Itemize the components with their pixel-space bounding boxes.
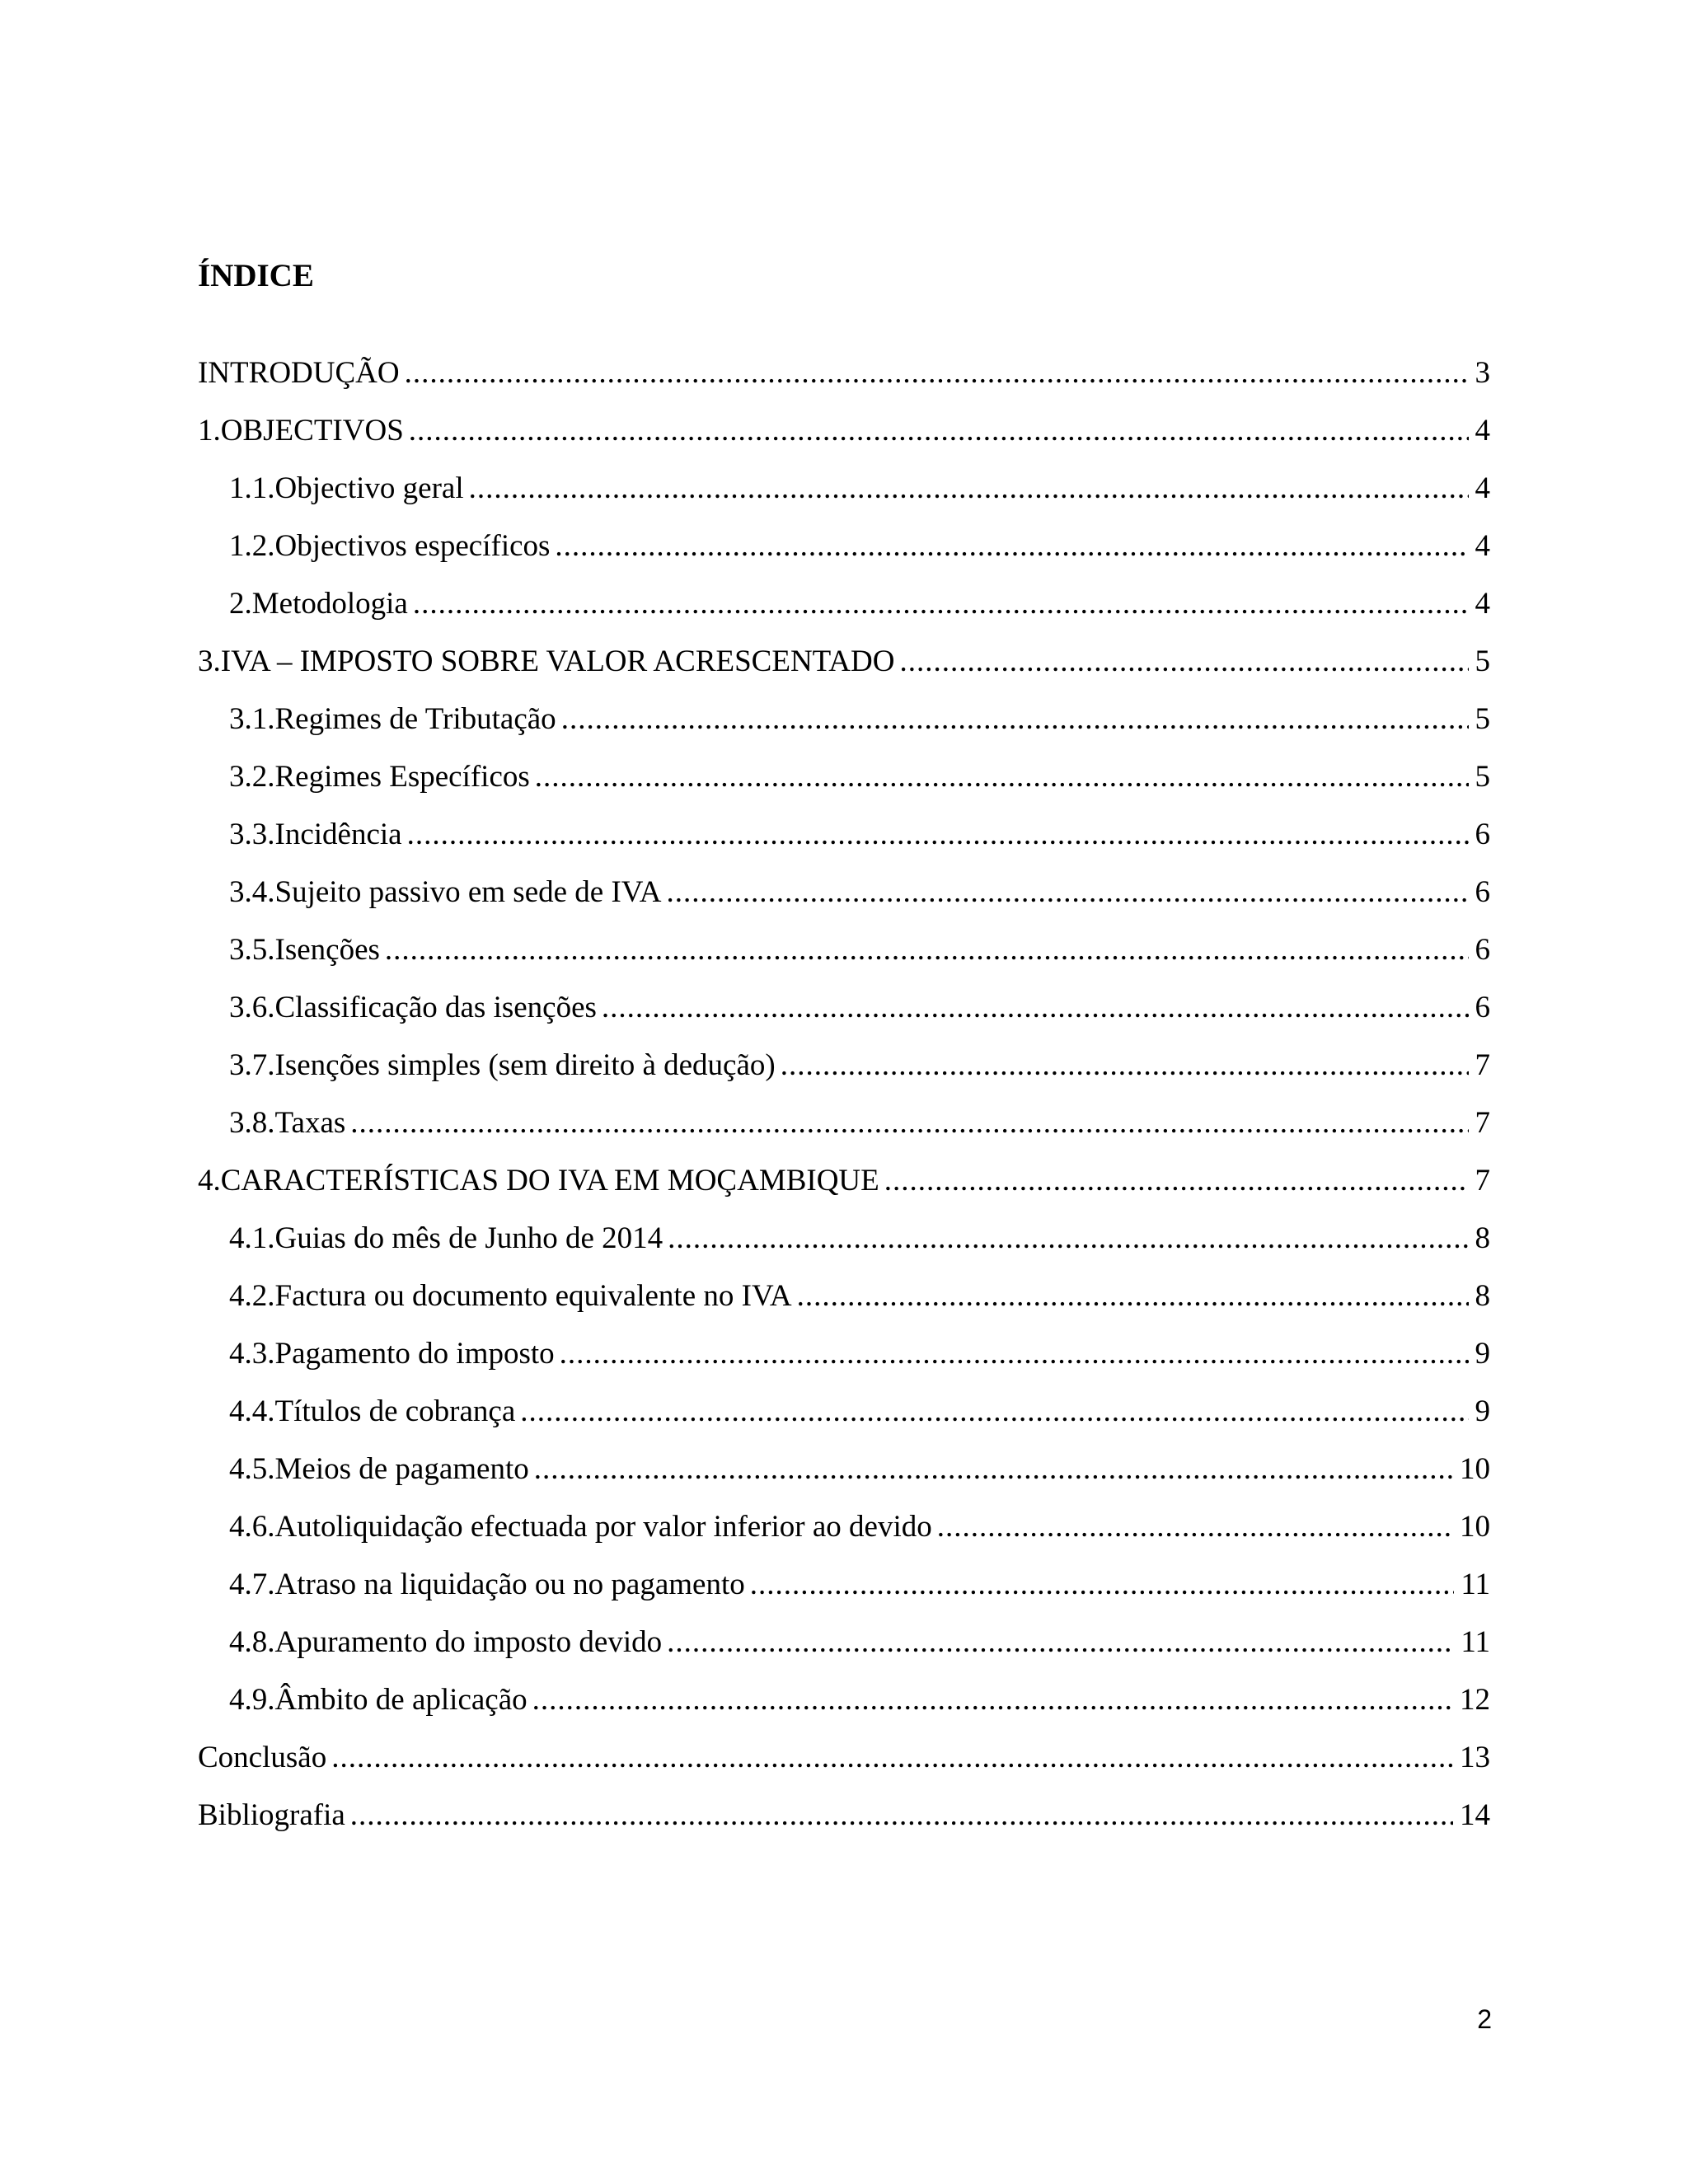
toc-dot-leader [413, 585, 1469, 623]
toc-entry-page: 12 [1460, 1683, 1490, 1717]
toc-dot-leader [668, 1220, 1468, 1258]
toc-entry[interactable] [198, 335, 1490, 392]
toc-dot-leader [781, 1047, 1469, 1085]
toc-entry-page: 6 [1475, 991, 1490, 1024]
toc-entry-title: 4.7.Atraso na liquidação ou no pagamento [229, 1568, 745, 1601]
toc-entry-title: 3.3.Incidência [229, 818, 402, 851]
toc-entry-title: 4.3.Pagamento do imposto [229, 1337, 555, 1371]
toc-entry[interactable] [198, 1777, 1490, 1835]
toc-entry[interactable] [198, 565, 1490, 623]
toc-entry-page: 10 [1460, 1452, 1490, 1486]
toc-entry-title: 3.4.Sujeito passivo em sede de IVA [229, 875, 662, 909]
toc-entry-page: 9 [1475, 1337, 1490, 1371]
toc-entry[interactable] [198, 392, 1490, 450]
toc-entry[interactable] [198, 450, 1490, 508]
toc-entry-title: 3.5.Isenções [229, 933, 380, 967]
toc-entry-title: 4.2.Factura ou documento equivalente no IVA [229, 1279, 792, 1313]
toc-dot-leader [666, 874, 1468, 912]
toc-entry[interactable] [198, 623, 1490, 681]
toc-entry-title: 4.9.Âmbito de aplicação [229, 1683, 528, 1717]
toc-entry-page: 6 [1475, 933, 1490, 967]
toc-entry[interactable] [198, 1546, 1490, 1604]
toc-entry[interactable] [198, 1373, 1490, 1431]
toc-entry-page: 7 [1475, 1048, 1490, 1082]
toc-dot-leader [407, 816, 1469, 854]
toc-entry-page: 4 [1475, 529, 1490, 563]
toc-dot-leader [405, 354, 1469, 392]
toc-entry-page: 9 [1475, 1394, 1490, 1428]
toc-entry-page: 11 [1461, 1625, 1490, 1659]
toc-entry[interactable] [198, 969, 1490, 1027]
toc-entry[interactable] [198, 1142, 1490, 1200]
toc-entry-title: 3.2.Regimes Específicos [229, 760, 530, 794]
toc-entry-title: 1.2.Objectivos específicos [229, 529, 551, 563]
toc-entry[interactable] [198, 681, 1490, 738]
toc-dot-leader [555, 527, 1468, 565]
toc-entry[interactable] [198, 1488, 1490, 1546]
toc-entry-page: 10 [1460, 1510, 1490, 1544]
toc-entry[interactable] [198, 508, 1490, 565]
toc-dot-leader [534, 1451, 1453, 1488]
toc-entry-title: 4.4.Títulos de cobrança [229, 1394, 516, 1428]
toc-dot-leader [409, 412, 1469, 450]
toc-entry[interactable] [198, 738, 1490, 796]
toc-entry-page: 6 [1475, 875, 1490, 909]
toc-dot-leader [385, 931, 1469, 969]
toc-entry[interactable] [198, 1661, 1490, 1719]
toc-entry[interactable] [198, 796, 1490, 854]
toc-entry-page: 8 [1475, 1279, 1490, 1313]
toc-entry-title: 3.1.Regimes de Tributação [229, 702, 556, 736]
toc-dot-leader [469, 470, 1469, 508]
toc-entry-page: 7 [1475, 1106, 1490, 1140]
page-number: 2 [1477, 2004, 1492, 2034]
toc-dot-leader [937, 1508, 1453, 1546]
toc-dot-leader [750, 1566, 1455, 1604]
toc-entry[interactable] [198, 1604, 1490, 1661]
toc-dot-leader [520, 1393, 1468, 1431]
toc-entry-page: 5 [1475, 760, 1490, 794]
toc-entry-title: 4.CARACTERÍSTICAS DO IVA EM MOÇAMBIQUE [198, 1164, 879, 1197]
toc-dot-leader [667, 1624, 1454, 1661]
toc-entry-title: 4.8.Apuramento do imposto devido [229, 1625, 663, 1659]
toc-entry-page: 4 [1475, 414, 1490, 448]
toc-entry-title: 2.Metodologia [229, 587, 408, 621]
toc-dot-leader [532, 1681, 1453, 1719]
toc-entry-title: 3.8.Taxas [229, 1106, 346, 1140]
toc-entry-title: 4.6.Autoliquidação efectuada por valor inferior ao devido [229, 1510, 932, 1544]
toc-entry-page: 3 [1475, 356, 1490, 390]
toc-entry[interactable] [198, 854, 1490, 912]
toc-entry[interactable] [198, 1085, 1490, 1142]
toc-dot-leader [899, 643, 1468, 681]
toc-entry-page: 5 [1475, 702, 1490, 736]
toc-dot-leader [560, 1335, 1469, 1373]
toc-dot-leader [561, 701, 1469, 738]
toc-entry[interactable] [198, 1200, 1490, 1258]
toc-entry-page: 13 [1460, 1741, 1490, 1774]
toc-dot-leader [350, 1104, 1468, 1142]
toc-entry-page: 14 [1460, 1798, 1490, 1832]
table-of-contents [198, 335, 1490, 1835]
toc-dot-leader [535, 758, 1469, 796]
toc-entry-title: 3.7.Isenções simples (sem direito à dedução) [229, 1048, 776, 1082]
toc-entry-title: 4.1.Guias do mês de Junho de 2014 [229, 1221, 663, 1255]
toc-entry-title: 3.IVA – IMPOSTO SOBRE VALOR ACRESCENTADO [198, 644, 895, 678]
toc-dot-leader [797, 1277, 1469, 1315]
toc-dot-leader [602, 989, 1469, 1027]
toc-entry[interactable] [198, 1027, 1490, 1085]
toc-heading: ÍNDICE [198, 258, 314, 293]
toc-entry[interactable] [198, 1719, 1490, 1777]
toc-entry[interactable] [198, 1431, 1490, 1488]
toc-entry-title: INTRODUÇÃO [198, 356, 400, 390]
toc-entry-page: 8 [1475, 1221, 1490, 1255]
toc-entry-page: 7 [1475, 1164, 1490, 1197]
toc-entry-page: 4 [1475, 471, 1490, 505]
toc-entry-title: 3.6.Classificação das isenções [229, 991, 597, 1024]
toc-dot-leader [331, 1739, 1453, 1777]
toc-entry-title: 1.OBJECTIVOS [198, 414, 404, 448]
toc-entry-title: Bibliografia [198, 1798, 345, 1832]
toc-entry-page: 6 [1475, 818, 1490, 851]
toc-entry-page: 11 [1461, 1568, 1490, 1601]
toc-dot-leader [350, 1797, 1453, 1835]
toc-entry-page: 5 [1475, 644, 1490, 678]
toc-entry[interactable] [198, 912, 1490, 969]
toc-dot-leader [884, 1162, 1469, 1200]
toc-entry-page: 4 [1475, 587, 1490, 621]
toc-entry-title: Conclusão [198, 1741, 327, 1774]
toc-entry-title: 4.5.Meios de pagamento [229, 1452, 529, 1486]
toc-entry[interactable] [198, 1258, 1490, 1315]
toc-entry-title: 1.1.Objectivo geral [229, 471, 464, 505]
toc-entry[interactable] [198, 1315, 1490, 1373]
